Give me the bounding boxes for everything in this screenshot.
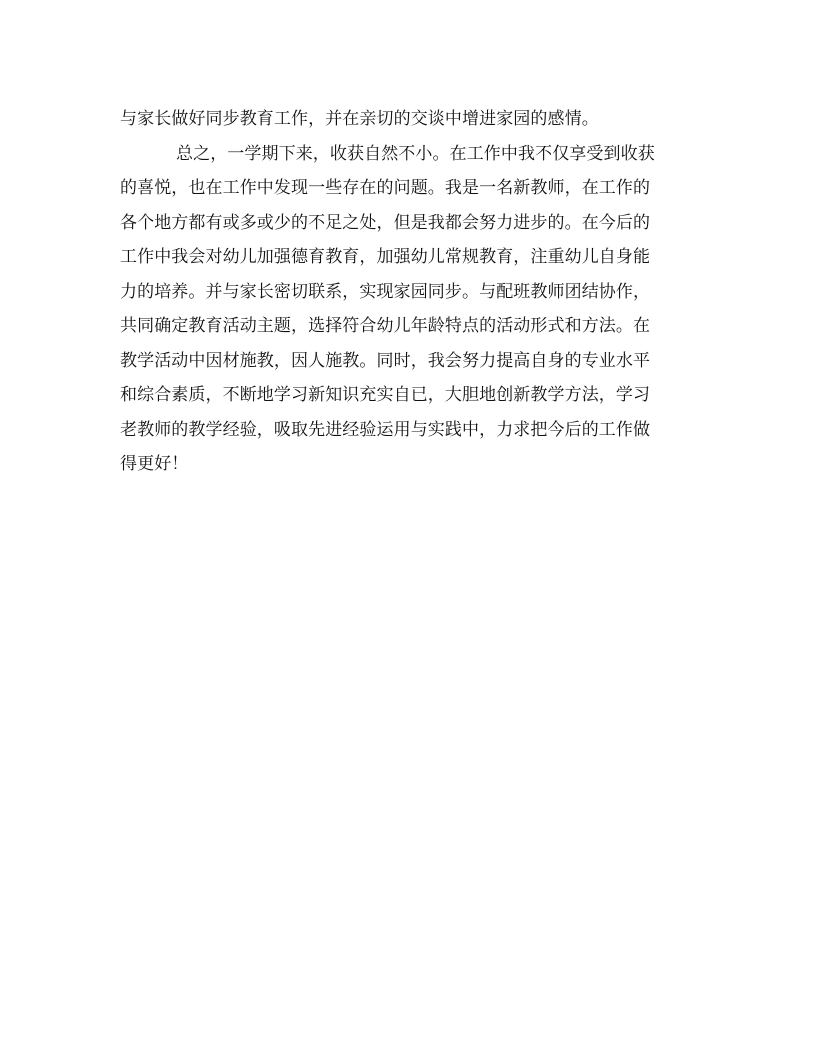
paragraph-line: 工作中我会对幼儿加强德育教育，加强幼儿常规教育，注重幼儿自身能 <box>120 247 651 267</box>
paragraph-line: 的喜悦，也在工作中发现一些存在的问题。我是一名新教师，在工作的 <box>120 178 651 198</box>
paragraph-line: 各个地方都有或多或少的不足之处，但是我都会努力进步的。在今后的 <box>120 212 651 233</box>
paragraph-line: 与家长做好同步教育工作，并在亲切的交谈中增进家园的感情。 <box>120 109 599 129</box>
paragraph-line: 共同确定教育活动主题，选择符合幼儿年龄特点的活动形式和方法。在 <box>120 316 651 336</box>
paragraph-line: 总之，一学期下来，收获自然不小。在工作中我不仅享受到收获 <box>176 143 655 164</box>
paragraph-line: 力的培养。并与家长密切联系，实现家园同步。与配班教师团结协作， <box>120 281 651 302</box>
paragraph-line: 教学活动中因材施教，因人施教。同时，我会努力提高自身的专业水平 <box>120 350 651 371</box>
paragraph-line: 老教师的教学经验，吸取先进经验运用与实践中，力求把今后的工作做 <box>120 419 651 440</box>
document-body <box>120 102 705 482</box>
paragraph-line: 和综合素质，不断地学习新知识充实自已，大胆地创新教学方法，学习 <box>120 385 651 405</box>
paragraph-line: 得更好！ <box>120 454 189 474</box>
